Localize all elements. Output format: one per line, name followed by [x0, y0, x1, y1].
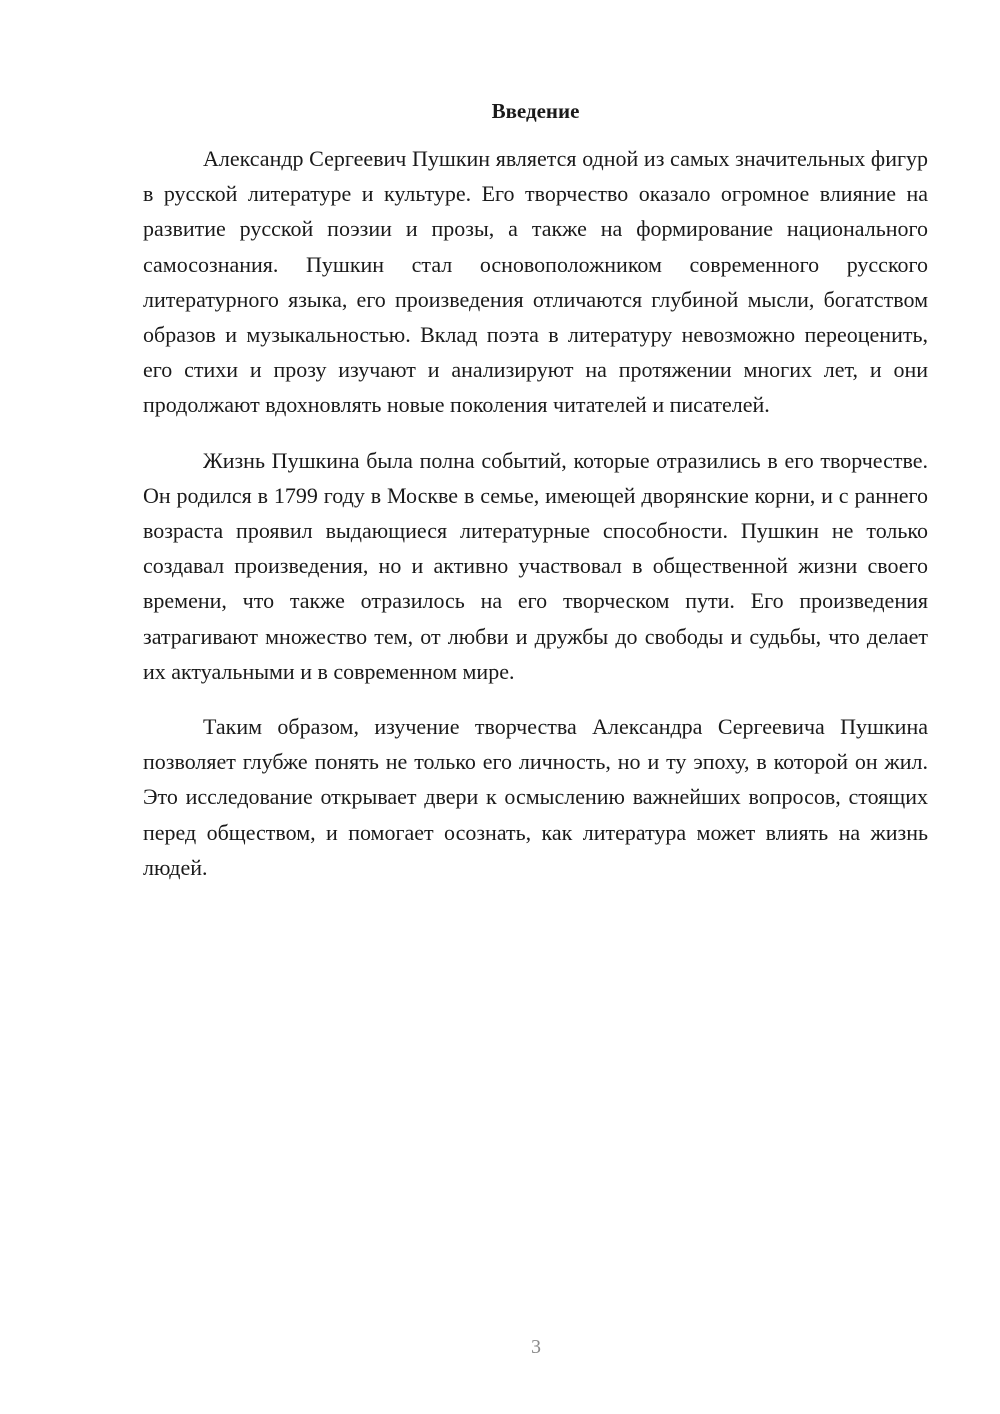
page-number: 3	[531, 1336, 541, 1358]
paragraph-3: Таким образом, изучение творчества Александра Сергеевича Пушкина позволяет глубже понять не только его личность, но и ту эпоху, в которой он жил. Это исследование открывает двери к осмыслению важнейших вопросов, стоящих перед обществом, и помогает осознать, как литература может влиять на жизнь людей.	[143, 714, 928, 880]
paragraph-2: Жизнь Пушкина была полна событий, которые отразились в его творчестве. Он родился в 1799 году в Москве в семье, имеющей дворянские корни, и с раннего возраста проявил выдающиеся литературные способности. Пушкин не только создавал произведения, но и активно участвовал в общественной жизни своего времени, что также отразилось на его творческом пути. Его произведения затрагивают множество тем, от любви и дружбы до свободы и судьбы, что делает их актуальными и в современном мире.	[143, 447, 928, 684]
paragraph-1: Александр Сергеевич Пушкин является одной из самых значительных фигур в русской литературе и культуре. Его творчество оказало огромное влияние на развитие русской поэзии и прозы, а также на формирование национального самосознания. Пушкин стал основоположником современного русского литературного языка, его произведения отличаются глубиной мысли, богатством образов и музыкальностью. Вклад поэта в литературу невозможно переоценить, его стихи и прозу изучают и анализируют на протяжении многих лет, и они продолжают вдохновлять новые поколения читателей и писателей.	[143, 146, 928, 418]
document-body	[143, 141, 928, 905]
section-heading: Введение	[491, 99, 580, 123]
